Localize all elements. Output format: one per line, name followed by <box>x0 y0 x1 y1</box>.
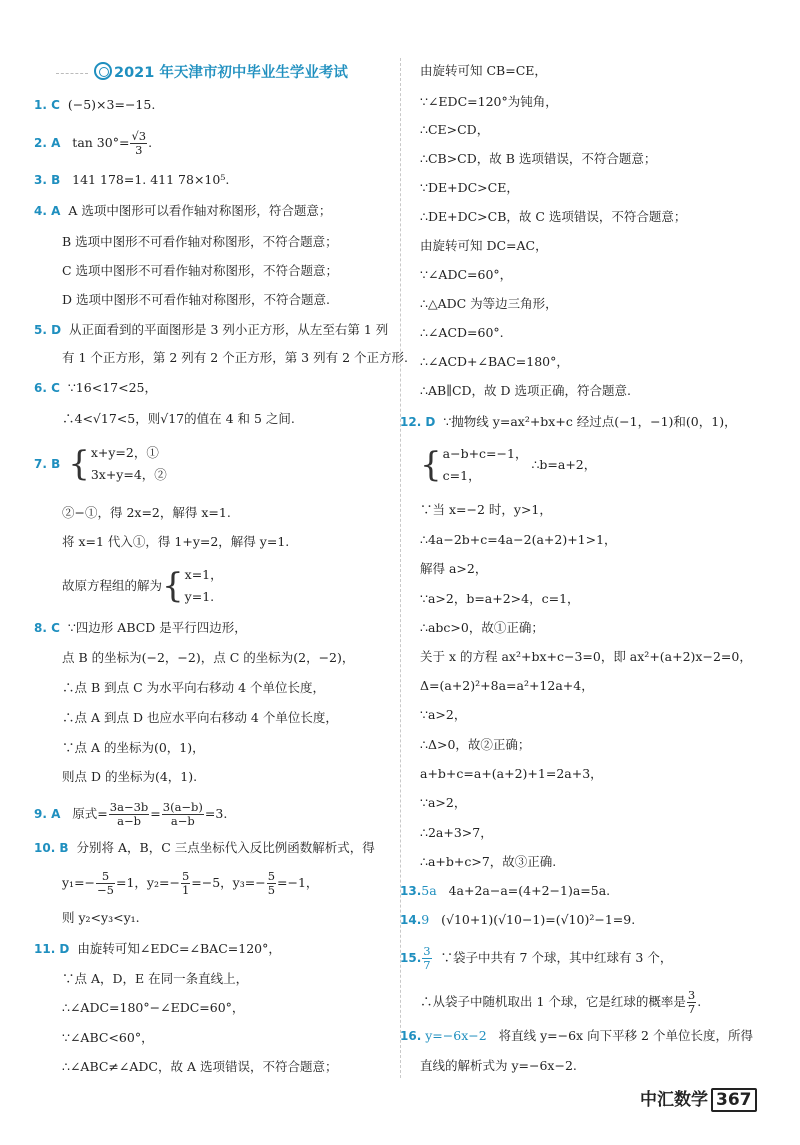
answer-9: 9. A 原式= $\frac{3a-3b}{a-b}$ = $\frac{3(a-b)}{a-b}$ =3. <box>34 800 228 828</box>
text-line: 有 1 个正方形，第 2 列有 2 个正方形，第 3 列有 2 个正方形. <box>62 350 408 365</box>
page-number: 367 <box>711 1088 757 1112</box>
text-line: ∴点 B 到点 C 为水平向右移动 4 个单位长度， <box>62 680 326 695</box>
answer-14: 14.9 (√10+1)(√10−1)=(√10)²−1=9. <box>400 912 636 927</box>
text-line: ∴CE>CD， <box>420 122 490 137</box>
answer-6: 6. C ∵16<17<25， <box>34 380 157 395</box>
answer-16: 16. y=−6x−2 将直线 y=−6x 向下平移 2 个单位长度，所得 <box>400 1028 753 1043</box>
text-line: ∵点 A 的坐标为(0，1)， <box>62 740 205 755</box>
text-line: 由旋转可知 CB=CE， <box>420 63 547 78</box>
text-line: ∴AB∥CD，故 D 选项正确，符合题意. <box>420 383 631 398</box>
equation-system-12: { a−b+c=−1， c=1， ∴b=a+2， <box>420 445 597 485</box>
text-line: Δ=(a+2)²+8a=a²+12a+4， <box>420 678 594 693</box>
text-line: C 选项中图形不可看作轴对称图形，不符合题意； <box>62 263 339 278</box>
answer-11: 11. D 由旋转可知∠EDC=∠BAC=120°， <box>34 941 281 956</box>
answer-15: 15. $\frac{3}{7}$ ∵袋子中共有 7 个球，其中红球有 3 个， <box>400 944 673 972</box>
text-line: ∴△ADC 为等边三角形， <box>420 296 558 311</box>
answer-2: 2. A tan 30°= $\frac{√3}{3}$ . <box>34 129 153 157</box>
text-line: ∵∠ABC<60°， <box>62 1030 154 1045</box>
fraction: $\frac{5}{-5}$ <box>97 869 114 897</box>
fraction: $\frac{3(a-b)}{a-b}$ <box>162 800 203 828</box>
text-line: ∴点 A 到点 D 也应水平向右移动 4 个单位长度， <box>62 710 338 725</box>
answer-10: 10. B 分别将 A，B，C 三点坐标代入反比例函数解析式，得 <box>34 840 375 855</box>
section-title-text: 2021 年天津市初中毕业生学业考试 <box>114 65 348 81</box>
answer-13: 13.5a 4a+2a−a=(4+2−1)a=5a. <box>400 883 611 898</box>
text-line: ∵a>2， <box>420 795 467 810</box>
solution-system: x=1， y=1. <box>184 567 223 604</box>
text-line: ∴4<√17<5，则√17的值在 4 和 5 之间. <box>62 411 295 426</box>
text-line: ∴∠ACD+∠BAC=180°， <box>420 354 569 369</box>
text-line: ∴abc>0，故①正确； <box>420 620 544 635</box>
answer-1: 1. C (−5)×3=−15. <box>34 97 156 112</box>
solution-line: 故原方程组的解为{ x=1， y=1. <box>62 566 223 606</box>
footer-label: 中汇数学 <box>640 1090 708 1110</box>
text-line: 关于 x 的方程 ax²+bx+c−3=0，即 ax²+(a+2)x−2=0， <box>420 649 752 664</box>
text-line: ∵点 A，D，E 在同一条直线上， <box>62 971 249 986</box>
text-line: 解得 a>2， <box>420 561 488 576</box>
text-line: ∴Δ>0，故②正确； <box>420 737 531 752</box>
text-line: ∵当 x=−2 时，y>1， <box>420 502 552 517</box>
fraction: $\frac{√3}{3}$ <box>131 129 147 157</box>
text-line: a+b+c=a+(a+2)+1=2a+3， <box>420 766 603 781</box>
page-footer <box>640 1085 757 1110</box>
answer-5: 5. D 从正面看到的平面图形是 3 列小正方形，从左至右第 1 列 <box>34 322 389 337</box>
title-dash-decoration <box>56 73 88 74</box>
text-line: 将 x=1 代入①，得 1+y=2，解得 y=1. <box>62 534 290 549</box>
answer-7: 7. B { x+y=2，① 3x+y=4，② <box>34 444 167 484</box>
text-line: ∴CB>CD，故 B 选项错误，不符合题意； <box>420 151 657 166</box>
text-line: 直线的解析式为 y=−6x−2. <box>420 1058 577 1073</box>
text-line: ∵DE+DC>CE， <box>420 180 519 195</box>
fraction: $\frac{3}{7}$ <box>687 988 696 1016</box>
text-line: ∵a>2， <box>420 707 467 722</box>
answer-12: 12. D ∵抛物线 y=ax²+bx+c 经过点(−1，−1)和(0，1)， <box>400 414 737 429</box>
text-line: ∴2a+3>7， <box>420 825 493 840</box>
text-line: ∵a>2，b=a+2>4，c=1， <box>420 591 580 606</box>
text-line: ∴∠ADC=180°−∠EDC=60°， <box>62 1000 245 1015</box>
fraction: $\frac{3a-3b}{a-b}$ <box>109 800 149 828</box>
answer-8: 8. C ∵四边形 ABCD 是平行四边形， <box>34 620 247 635</box>
probability-line: ∴从袋子中随机取出 1 个球，它是红球的概率是 $\frac{3}{7}$ . <box>420 988 702 1016</box>
fraction: $\frac{5}{5}$ <box>267 869 276 897</box>
text-line: ∴DE+DC>CB，故 C 选项错误，不符合题意； <box>420 209 687 224</box>
section-title <box>56 62 348 81</box>
text-line: ∴∠ABC≠∠ADC，故 A 选项错误，不符合题意； <box>62 1059 338 1074</box>
text-line: 由旋转可知 DC=AC， <box>420 238 548 253</box>
brace: { <box>420 445 442 485</box>
badge-icon <box>94 62 112 80</box>
answer-3: 3. B 141 178=1. 411 78×10⁵. <box>34 172 230 187</box>
text-line: B 选项中图形不可看作轴对称图形，不符合题意； <box>62 234 338 249</box>
brace: { <box>68 444 90 484</box>
text-line: 点 B 的坐标为(−2，−2)，点 C 的坐标为(2，−2)， <box>62 650 355 665</box>
brace: { <box>162 566 184 606</box>
fraction: $\frac{5}{1}$ <box>181 869 190 897</box>
text-line: 则点 D 的坐标为(4，1). <box>62 769 198 784</box>
text-line: D 选项中图形不可看作轴对称图形，不符合题意. <box>62 292 330 307</box>
text-line: ∵∠ADC=60°， <box>420 267 513 282</box>
equation-system: x+y=2，① 3x+y=4，② <box>90 445 167 482</box>
text-line: ∵∠EDC=120°为钝角， <box>420 94 558 109</box>
y-values-line: y₁=− $\frac{5}{-5}$ =1，y₂=− $\frac{5}{1}$ =−5，y₃=− $\frac{5}{5}$ =−1， <box>62 869 319 897</box>
answer-4: 4. A A 选项中图形可以看作轴对称图形，符合题意； <box>34 203 332 218</box>
fraction: $\frac{3}{7}$ <box>423 944 431 972</box>
text-line: ∴∠ACD=60°. <box>420 325 504 340</box>
text-line: 则 y₂<y₃<y₁. <box>62 910 140 925</box>
text-line: ∴a+b+c>7，故③正确. <box>420 854 557 869</box>
text-line: ∴4a−2b+c=4a−2(a+2)+1>1， <box>420 532 617 547</box>
text-line: ②−①，得 2x=2，解得 x=1. <box>62 505 231 520</box>
